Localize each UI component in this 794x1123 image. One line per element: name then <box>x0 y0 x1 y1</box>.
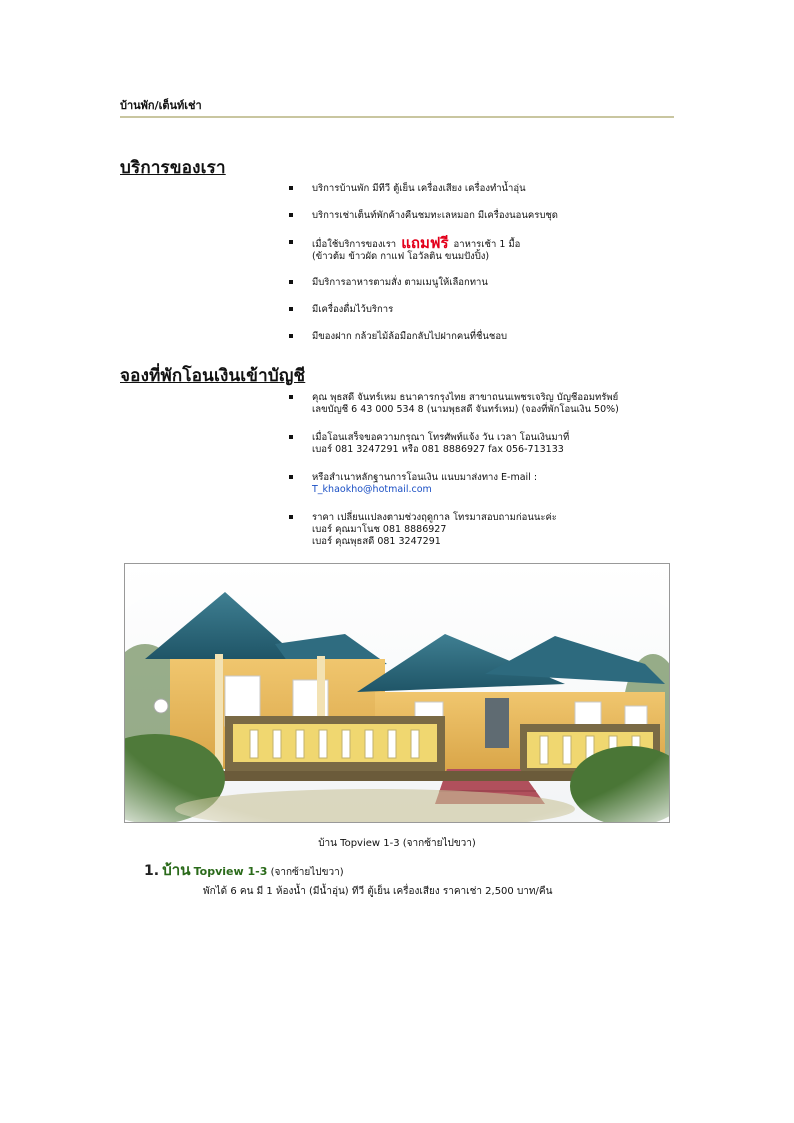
booking-heading: จองที่พักโอนเงินเข้าบัญชี <box>120 366 306 386</box>
service-item: บริการเช่าเต็นท์พักค้างคืนชมทะเลหมอก มีเครื่องนอนครบชุด <box>288 210 688 222</box>
email-link[interactable]: T_khaokho@hotmail.com <box>312 484 432 495</box>
house-word: บ้าน <box>162 861 191 879</box>
booking-item-price <box>288 512 688 548</box>
service-item-free-breakfast <box>288 234 688 263</box>
booking-item-email <box>288 472 688 496</box>
header-divider <box>120 116 674 118</box>
booking-email-line1: หรือสำเนาหลักฐานการโอนเงิน แนบมาส่งทาง E-mail : <box>312 472 538 483</box>
service-item: มีบริการอาหารตามสั่ง ตามเมนูให้เลือกทาน <box>288 277 688 289</box>
booking-price-line2: เบอร์ คุณมาโนช 081 8886927 <box>312 524 447 535</box>
house-name: Topview 1-3 <box>193 865 268 878</box>
booking-price-line3: เบอร์ คุณพุธสดี 081 3247291 <box>312 536 441 547</box>
house-description: พักได้ 6 คน มี 1 ห้องน้ำ (มีน้ำอุ่น) ทีวี ตู้เย็น เครื่องเสียง ราคาเช่า 2,500 บาท/คืน <box>203 886 553 897</box>
booking-item-bank-account <box>288 392 688 416</box>
booking-item-notify <box>288 432 688 456</box>
booking-list <box>288 392 688 548</box>
house-direction: (จากซ้ายไปขวา) <box>270 867 344 878</box>
booking-notify-line1: เมื่อโอนเสร็จขอความกรุณา โทรศัพท์แจ้ง วัน เวลา โอนเงินมาที่ <box>312 432 570 443</box>
service-free-details: (ข้าวต้ม ข้าวผัด กาแฟ โอวัลติน ขนมปังปิ้ง) <box>312 251 490 262</box>
service-item: มีเครื่องดื่มไว้บริการ <box>288 304 688 316</box>
booking-price-line1: ราคา เปลี่ยนแปลงตามช่วงฤดูกาล โทรมาสอบถามก่อนนะค่ะ <box>312 512 557 523</box>
house-number: 1. <box>144 863 160 879</box>
booking-notify-line2: เบอร์ 081 3247291 หรือ 081 8886927 fax 056-713133 <box>312 444 564 455</box>
house-heading <box>144 858 344 882</box>
service-item: มีของฝาก กล้วยไม้ล้อมือกลับไปฝากคนที่ชื่นชอบ <box>288 331 688 343</box>
free-badge: แถมฟรี <box>401 234 449 252</box>
services-heading: บริการของเรา <box>120 158 226 178</box>
service-item: บริการบ้านพัก มีทีวี ตู้เย็น เครื่องเสียง เครื่องทำน้ำอุ่น <box>288 183 688 195</box>
photo-caption: บ้าน Topview 1-3 (จากซ้ายไปขวา) <box>318 838 476 849</box>
service-free-after: อาหารเช้า 1 มื้อ <box>453 239 521 250</box>
booking-bank-line1: คุณ พุธสดี จันทร์เหม ธนาคารกรุงไทย สาขาถนนเพชรเจริญ บัญชีออมทรัพย์ <box>312 392 619 403</box>
services-list <box>288 183 688 343</box>
house-photo <box>124 563 670 823</box>
booking-bank-line2: เลขบัญชี 6 43 000 534 8 (นามพุธสดี จันทร์เหม) (จองที่พักโอนเงิน 50%) <box>312 404 619 415</box>
service-free-before: เมื่อใช้บริการของเรา <box>312 239 397 250</box>
page-header-title: บ้านพัก/เต็นท์เช่า <box>120 99 202 112</box>
